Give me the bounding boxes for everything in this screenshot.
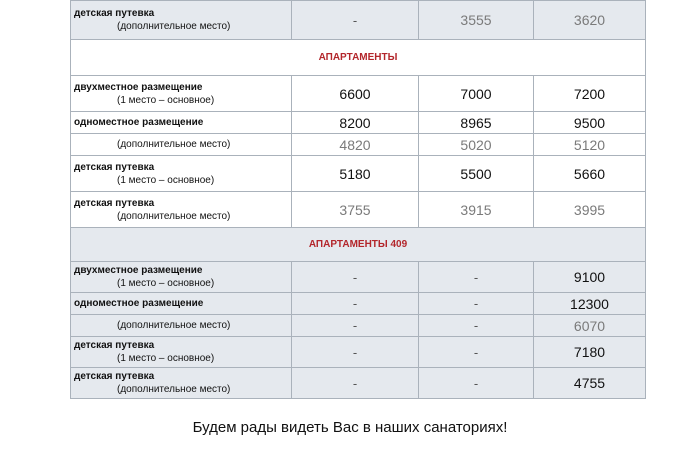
table-row — [71, 192, 646, 228]
price-cell: 3620 — [534, 1, 646, 40]
section-heading: АПАРТАМЕНТЫ 409 — [71, 228, 646, 262]
price-cell: 5020 — [419, 134, 534, 156]
price-cell: - — [419, 337, 534, 368]
price-cell: 8200 — [292, 112, 419, 134]
table-row — [71, 134, 646, 156]
footer-message: Будем рады видеть Вас в наших санаториях! — [192, 419, 508, 436]
table-row — [71, 337, 646, 368]
price-cell: 6070 — [534, 315, 646, 337]
row-subtitle: (1 место – основное) — [117, 174, 215, 186]
row-description — [71, 1, 292, 40]
table-row — [71, 76, 646, 112]
row-subtitle: (дополнительное место) — [117, 139, 231, 150]
price-cell: 3995 — [534, 192, 646, 228]
price-cell: - — [292, 337, 419, 368]
row-description — [71, 262, 292, 293]
price-cell: 9100 — [534, 262, 646, 293]
price-cell: 5120 — [534, 134, 646, 156]
row-title: детская путевка — [74, 371, 155, 382]
row-title: детская путевка — [74, 8, 155, 19]
row-description — [71, 112, 292, 134]
section-heading: АПАРТАМЕНТЫ — [71, 40, 646, 76]
price-cell: 7180 — [534, 337, 646, 368]
section-header — [71, 228, 646, 262]
row-subtitle: (1 место – основное) — [117, 94, 215, 106]
price-cell: - — [419, 293, 534, 315]
row-description — [71, 134, 292, 156]
price-cell: 7200 — [534, 76, 646, 112]
row-title: одноместное размещение — [74, 298, 204, 309]
row-title: детская путевка — [74, 340, 155, 351]
row-title: одноместное размещение — [74, 117, 204, 128]
row-description — [71, 337, 292, 368]
row-title: детская путевка — [74, 197, 155, 209]
row-subtitle: (дополнительное место) — [117, 384, 231, 395]
price-cell: 3915 — [419, 192, 534, 228]
row-description — [71, 76, 292, 112]
price-cell: - — [292, 1, 419, 40]
price-cell: 8965 — [419, 112, 534, 134]
price-cell: 3755 — [292, 192, 419, 228]
price-cell: - — [292, 262, 419, 293]
price-cell: 4820 — [292, 134, 419, 156]
price-cell: - — [419, 262, 534, 293]
table-row — [71, 112, 646, 134]
table-row — [71, 368, 646, 399]
price-cell: - — [419, 315, 534, 337]
price-cell: 4755 — [534, 368, 646, 399]
row-description — [71, 156, 292, 192]
row-description — [71, 368, 292, 399]
row-description — [71, 315, 292, 337]
table-row — [71, 293, 646, 315]
price-cell: 5180 — [292, 156, 419, 192]
row-subtitle: (дополнительное место) — [117, 21, 231, 32]
row-description — [71, 192, 292, 228]
price-cell: - — [292, 315, 419, 337]
price-cell: 5500 — [419, 156, 534, 192]
row-description — [71, 293, 292, 315]
row-subtitle: (1 место – основное) — [117, 278, 215, 289]
row-title: двухместное размещение — [74, 265, 203, 276]
section-header — [71, 40, 646, 76]
price-table — [70, 0, 646, 399]
price-cell: 6600 — [292, 76, 419, 112]
table-row — [71, 1, 646, 40]
row-subtitle: (дополнительное место) — [117, 210, 231, 222]
price-cell: 12300 — [534, 293, 646, 315]
table-row — [71, 156, 646, 192]
row-subtitle: (дополнительное место) — [117, 320, 231, 331]
price-cell: 9500 — [534, 112, 646, 134]
row-title: двухместное размещение — [74, 81, 203, 93]
table-row — [71, 262, 646, 293]
row-title: детская путевка — [74, 161, 155, 173]
price-cell: - — [419, 368, 534, 399]
price-cell: 7000 — [419, 76, 534, 112]
price-cell: 5660 — [534, 156, 646, 192]
row-subtitle: (1 место – основное) — [117, 353, 215, 364]
price-cell: 3555 — [419, 1, 534, 40]
price-cell: - — [292, 293, 419, 315]
price-cell: - — [292, 368, 419, 399]
table-row — [71, 315, 646, 337]
